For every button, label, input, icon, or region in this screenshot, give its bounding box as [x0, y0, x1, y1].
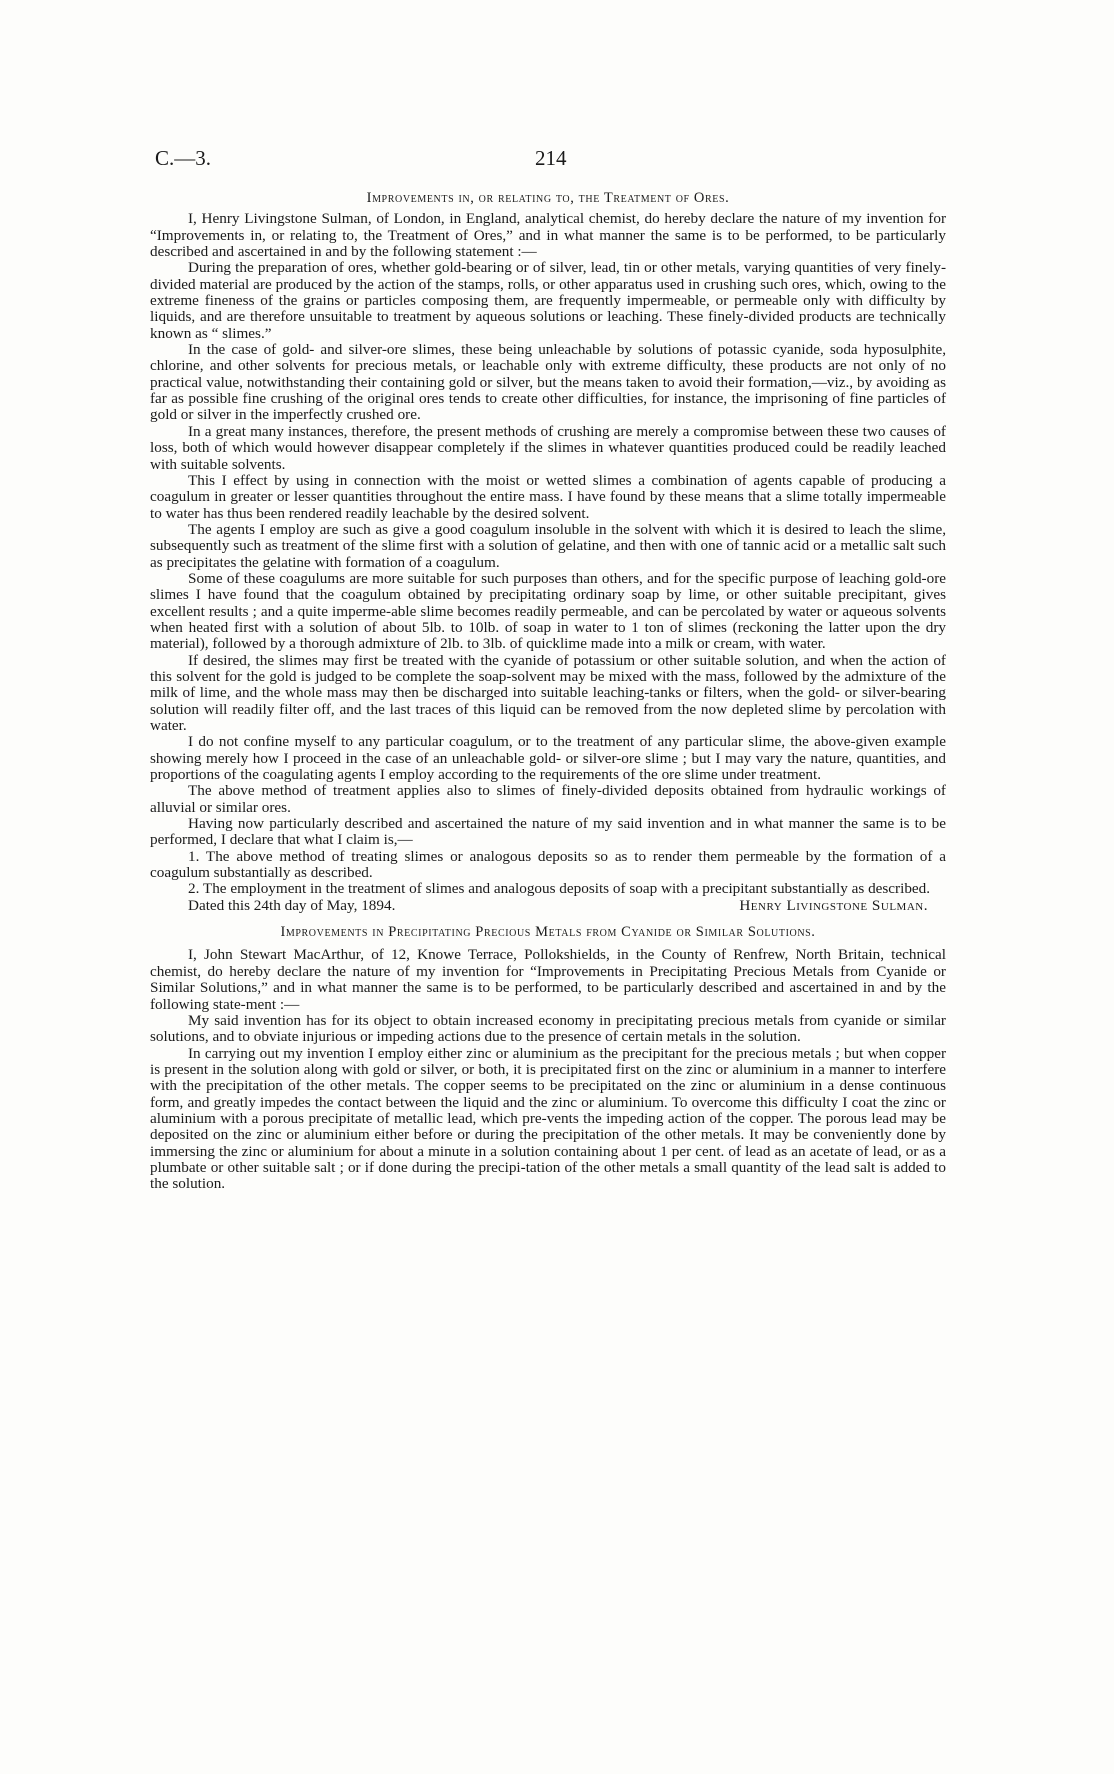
paragraph: I, John Stewart MacArthur, of 12, Knowe Terrace, Pollokshields, in the County of Renfrew, North Britain, technical chemist, do hereby declare the nature of my invention for “Improvements in Precipitating Precious Metals from Cyanide or Similar Solutions,” and in what manner the same is to be performed, to be particularly described and ascertained in and by the following state-ment :—: [150, 946, 946, 1013]
paragraph: In a great many instances, therefore, the present methods of crushing are merely a compromise between these two causes of loss, both of which would however disappear completely if the slimes in whatever quantities produced could be readily leached with suitable solvents.: [150, 422, 946, 473]
section-title-treatment-of-ores: Improvements in, or relating to, the Treatment of Ores.: [366, 190, 730, 206]
paragraph: During the preparation of ores, whether gold-bearing or of silver, lead, tin or other metals, varying quantities of very finely-divided material are produced by the action of the stamps, rolls, or other apparatus used in crushing such ores, which, owing to the extreme fineness of the grains or particles composing them, are frequently impermeable, or permeable only with difficulty by liquids, and are therefore unsuitable to treatment by aqueous solutions or leaching. These finely-divided products are technically known as “ slimes.”: [150, 259, 946, 342]
paragraph: This I effect by using in connection with the moist or wetted slimes a combination of agents capable of producing a coagulum in greater or lesser quantities throughout the entire mass. I have found by these means that a slime totally impermeable to water has thus been rendered readily leachable by the desired solvent.: [150, 471, 946, 522]
paragraph: In carrying out my invention I employ either zinc or aluminium as the precipitant for the precious metals ; but when copper is present in the solution along with gold or silver, or both, it is precipitated first on the zinc or aluminium in a manner to interfere with the precipitation of the other metals. The copper seems to be precipitated on the zinc or aluminium in a dense continuous form, and greatly impedes the contact between the liquid and the zinc or aluminium. To overcome this difficulty I coat the zinc or aluminium with a porous precipitate of metallic lead, which pre-vents the impeding action of the copper. The porous lead may be deposited on the zinc or aluminium either before or during the precipitation of the other metals. It may be conveniently done by immersing the zinc or aluminium for about a minute in a solution containing about 1 per cent. of lead as an acetate of lead, or as a plumbate or other suitable salt ; or if done during the precipi-tation of the other metals a small quantity of the lead salt is added to the solution.: [150, 1044, 946, 1193]
paragraph: The agents I employ are such as give a good coagulum insoluble in the solvent with which it is desired to leach the slime, subsequently such as treatment of the slime first with a solution of gelatine, and then with one of tannic acid or a metallic salt such as precipitates the gelatine with formation of a coagulum.: [150, 520, 946, 571]
paragraph: If desired, the slimes may first be treated with the cyanide of potassium or other suitable solution, and when the action of this solvent for the gold is judged to be complete the soap-solvent may be mixed with the mass, followed by the admixture of the milk of lime, and the whole mass may then be discharged into suitable leaching-tanks or filters, when the gold- or silver-bearing solution will readily filter off, and the last traces of this liquid can be removed from the now depleted slime by percolation with water.: [150, 651, 946, 734]
paragraph: Some of these coagulums are more suitable for such purposes than others, and for the specific purpose of leaching gold-ore slimes I have found that the coagulum obtained by precipitating ordinary soap by lime, or other suitable precipitant, gives excellent results ; and a quite imperme-able slime becomes readily permeable, and can be percolated by water or aqueous solvents when heated first with a solution of about 5lb. to 10lb. of soap in water to 1 ton of slimes (reckoning the latter upon the dry material), followed by a thorough admixture of 2lb. to 3lb. of quicklime made into a milk or cream, with water.: [150, 569, 946, 653]
claim-2: 2. The employment in the treatment of slimes and analogous deposits of soap with a precipitant substantially as described.: [188, 880, 931, 898]
claim-1: 1. The above method of treating slimes or analogous deposits so as to render them permeable by the formation of a coagulum substantially as described.: [150, 847, 946, 882]
signature: Henry Livingstone Sulman.: [739, 896, 928, 914]
dated-signature-line: [150, 898, 946, 914]
paragraph: I do not confine myself to any particular coagulum, or to the treatment of any particular slime, the above-given example showing merely how I proceed in the case of an unleachable gold- or silver-ore slime ; but I may vary the nature, quantities, and proportions of the coagulating agents I employ according to the requirements of the ore slime under treatment.: [150, 733, 946, 784]
page-header: [155, 146, 945, 176]
dated-line: Dated this 24th day of May, 1894.: [188, 896, 396, 914]
page-reference: C.—3.: [155, 146, 212, 170]
paragraph: In the case of gold- and silver-ore slimes, these being unleachable by solutions of potassic cyanide, soda hyposulphite, chlorine, and other solvents for precious metals, or leachable only with extreme difficulty, these products are not only of no practical value, notwithstanding their containing gold or silver, but the means taken to avoid their formation,—viz., by avoiding as far as possible fine crushing of the original ores tends to create other difficulties, for instance, the imprisoning of fine particles of gold or silver in the imperfectly crushed ore.: [150, 341, 946, 424]
paragraph: Having now particularly described and ascertained the nature of my said invention and in what manner the same is to be performed, I declare that what I claim is,—: [150, 815, 946, 849]
page-number: 214: [535, 146, 567, 170]
paragraph: I, Henry Livingstone Sulman, of London, in England, analytical chemist, do hereby declare the nature of my invention for “Improvements in, or relating to, the Treatment of Ores,” and in what manner the same is to be performed, to be particularly described and ascertained in and by the following statement :—: [150, 210, 946, 261]
paragraph: My said invention has for its object to obtain increased economy in precipitating precious metals from cyanide or similar solutions, and to obviate injurious or impeding actions due to the presence of certain metals in the solution.: [150, 1011, 946, 1046]
paragraph: The above method of treatment applies also to slimes of finely-divided deposits obtained from hydraulic workings of alluvial or similar ores.: [150, 782, 946, 816]
document-body: [150, 190, 946, 1193]
section-title-precipitating-precious-metals: Improvements in Precipitating Precious Metals from Cyanide or Similar Solutions.: [280, 924, 816, 941]
